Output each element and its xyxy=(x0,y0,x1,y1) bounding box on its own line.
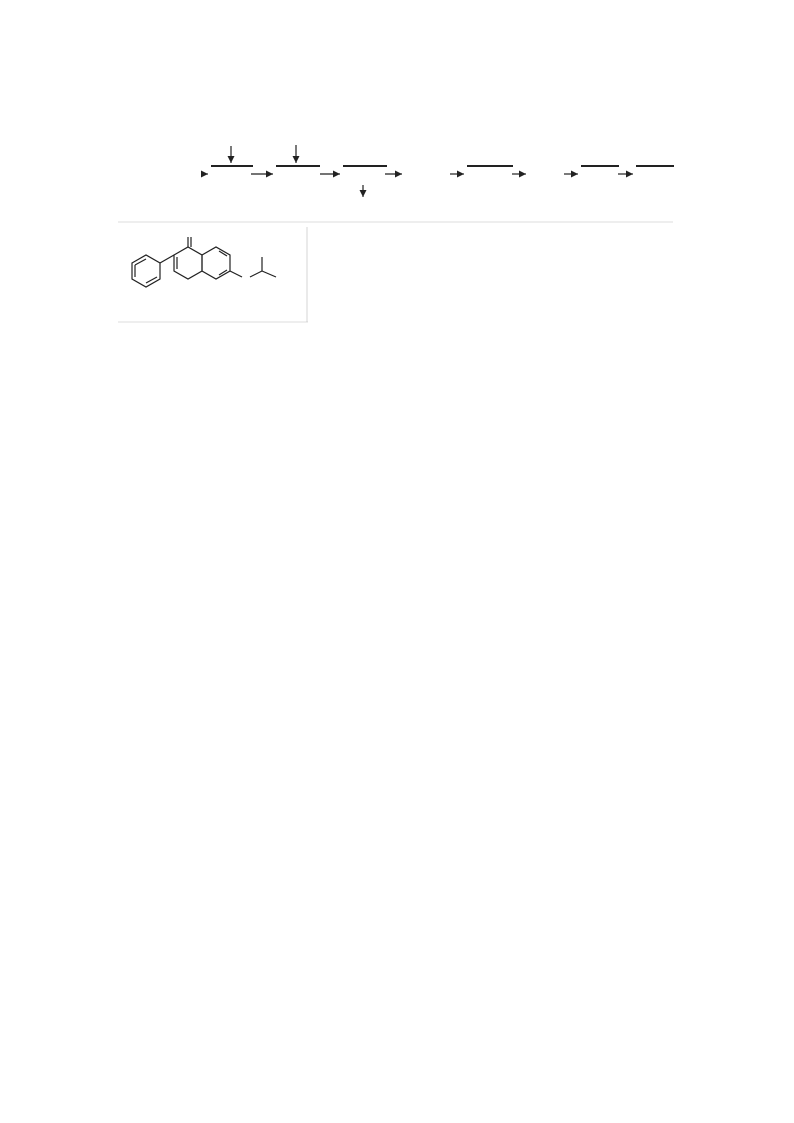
flow-step-sublimation xyxy=(581,165,619,167)
flow-step-separation xyxy=(343,165,387,167)
flow-step-distillation xyxy=(467,165,513,167)
exam-page xyxy=(118,95,678,333)
flow-final-iodine xyxy=(636,165,674,167)
flow-step-extraction xyxy=(276,165,320,167)
q8-option-d xyxy=(118,101,678,123)
molecule-structure xyxy=(118,227,308,323)
flowchart-arrows xyxy=(118,131,673,223)
flowchart xyxy=(118,131,673,223)
flow-step-reaction xyxy=(211,165,253,167)
